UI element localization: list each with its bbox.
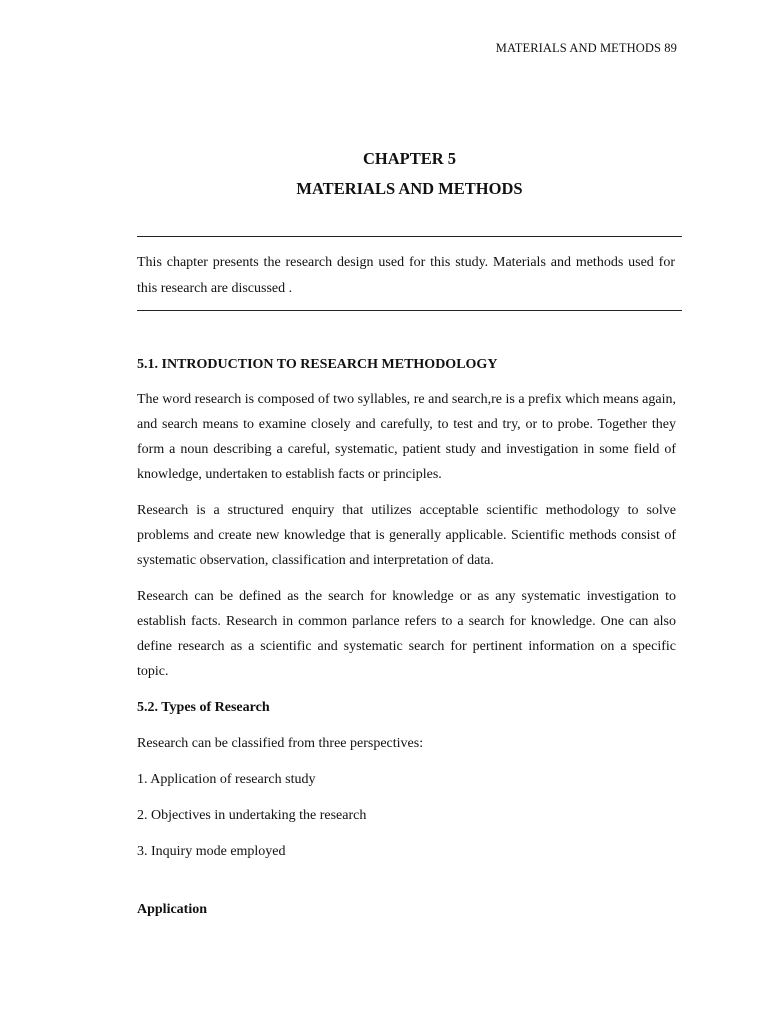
list-item: 2. Objectives in undertaking the research bbox=[137, 808, 367, 823]
paragraph: The word research is composed of two syllables, re and search,re is a prefix which means again, and search means to examine closely and carefully, to test and try, or to probe. Together they form a noun describing a careful, systematic, patient study and investigation in some field of knowledge, undertaken to establish facts or principles. bbox=[137, 392, 676, 482]
chapter-title-block bbox=[137, 144, 682, 204]
chapter-number: CHAPTER 5 bbox=[362, 149, 457, 168]
section-heading-5-2: 5.2. Types of Research bbox=[137, 700, 270, 715]
section-heading-5-1: 5.1. INTRODUCTION TO RESEARCH METHODOLOGY bbox=[137, 357, 498, 372]
list-intro: Research can be classified from three perspectives: bbox=[137, 736, 424, 751]
list-item: 1. Application of research study bbox=[137, 772, 316, 787]
paragraph: Research is a structured enquiry that utilizes acceptable scientific methodology to solve problems and create new knowledge that is generally applicable. Scientific methods consist of systematic observation, classification and interpretation of data. bbox=[137, 503, 676, 568]
list-item: 3. Inquiry mode employed bbox=[137, 844, 286, 859]
chapter-abstract: This chapter presents the research design used for this study. Materials and methods used for this research are discussed . bbox=[137, 255, 675, 296]
main-content bbox=[137, 352, 676, 922]
application-heading: Application bbox=[137, 902, 208, 917]
top-divider bbox=[137, 236, 682, 237]
running-header: MATERIALS AND METHODS 89 bbox=[495, 41, 677, 55]
chapter-title: MATERIALS AND METHODS bbox=[296, 179, 523, 198]
bottom-divider bbox=[137, 310, 682, 311]
paragraph: Research can be defined as the search for knowledge or as any systematic investigation to establish facts. Research in common parlance refers to a search for knowledge. One can also define research as a scientific and systematic search for pertinent information on a specific topic. bbox=[137, 589, 676, 679]
